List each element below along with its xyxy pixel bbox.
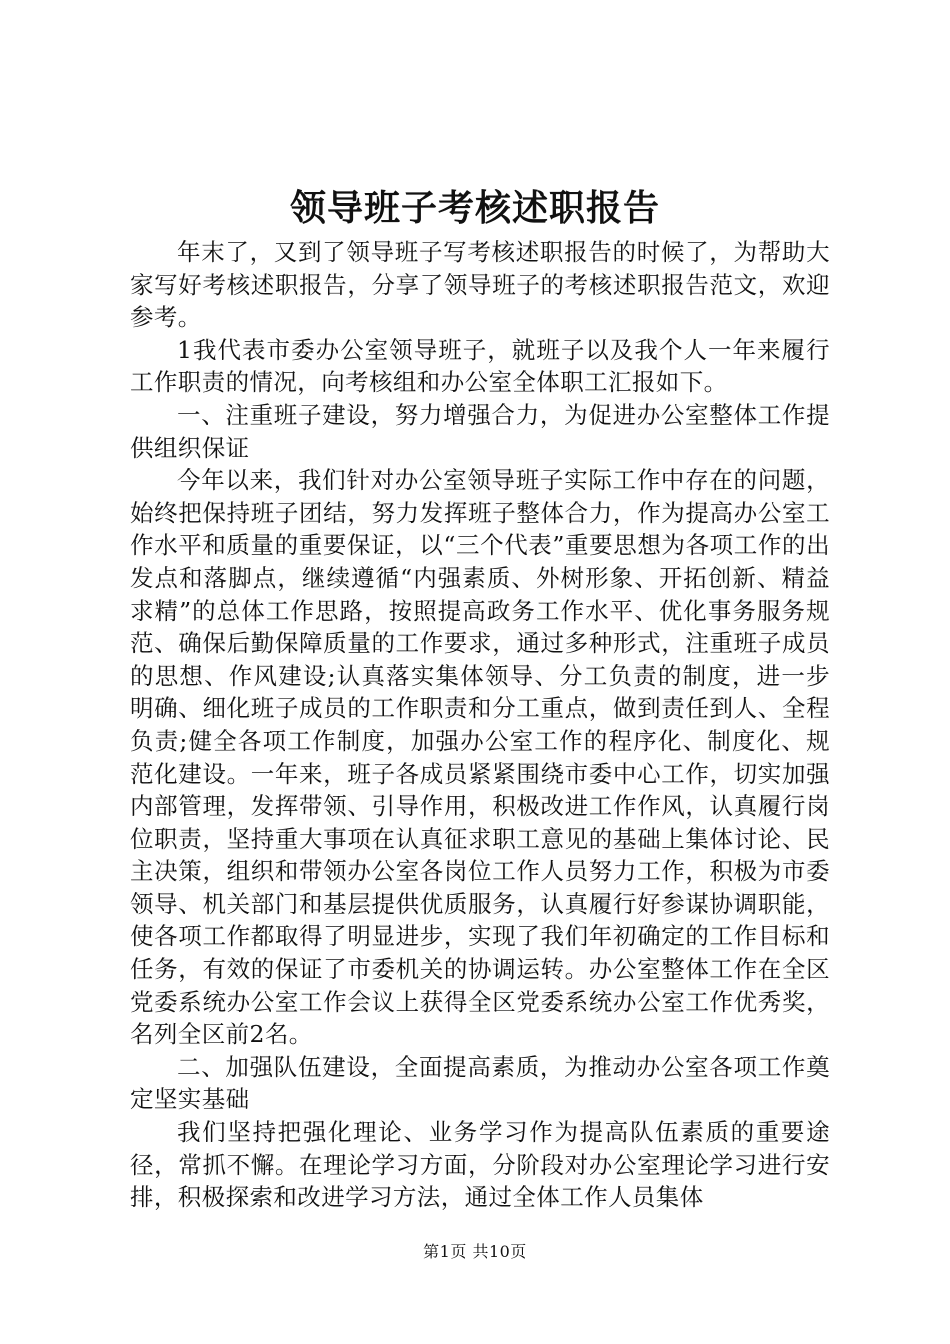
paragraph-intro: 年末了，又到了领导班子写考核述职报告的时候了，为帮助大家写好考核述职报告，分享了领导班子的考核述职报告范文，欢迎参考。 bbox=[130, 238, 830, 332]
document-body bbox=[130, 236, 830, 1214]
document-title: 领导班子考核述职报告 bbox=[289, 187, 660, 229]
section-heading-2: 二、加强队伍建设，全面提高素质，为推动办公室各项工作奠定坚实基础 bbox=[130, 1052, 830, 1114]
paragraph-section-1-body: 今年以来，我们针对办公室领导班子实际工作中存在的问题，始终把保持班子团结，努力发挥班子整体合力，作为提高办公室工作水平和质量的重要保证，以“三个代表”重要思想为各项工作的出发点和落脚点，继续遵循“内强素质、外树形象、开拓创新、精益求精”的总体工作思路，按照提高政务工作水平、优化事务服务规范、确保后勤保障质量的工作要求，通过多种形式，注重班子成员的思想、作风建设;认真落实集体领导、分工负责的制度，进一步明确、细化班子成员的工作职责和分工重点，做到责任到人、全程负责;健全各项工作制度，加强办公室工作的程序化、制度化、规范化建设。一年来，班子各成员紧紧围绕市委中心工作，切实加强内部管理，发挥带领、引导作用，积极改进工作作风，认真履行岗位职责，坚持重大事项在认真征求职工意见的基础上集体讨论、民主决策，组织和带领办公室各岗位工作人员努力工作，积极为市委领导、机关部门和基层提供优质服务，认真履行好参谋协调职能，使各项工作都取得了明显进步，实现了我们年初确定的工作目标和任务，有效的保证了市委机关的协调运转。办公室整体工作在全区党委系统办公室工作会议上获得全区党委系统办公室工作优秀奖，名列全区前2名。 bbox=[130, 466, 830, 1049]
page-number-footer: 第1页 共10页 bbox=[423, 1242, 527, 1261]
paragraph-opening: 1我代表市委办公室领导班子，就班子以及我个人一年来履行工作职责的情况，向考核组和办公室全体职工汇报如下。 bbox=[130, 335, 830, 397]
section-heading-1: 一、注重班子建设，努力增强合力，为促进办公室整体工作提供组织保证 bbox=[130, 400, 830, 462]
paragraph-section-2-body: 我们坚持把强化理论、业务学习作为提高队伍素质的重要途径，常抓不懈。在理论学习方面，分阶段对办公室理论学习进行安排，积极探索和改进学习方法，通过全体工作人员集体 bbox=[130, 1118, 830, 1212]
